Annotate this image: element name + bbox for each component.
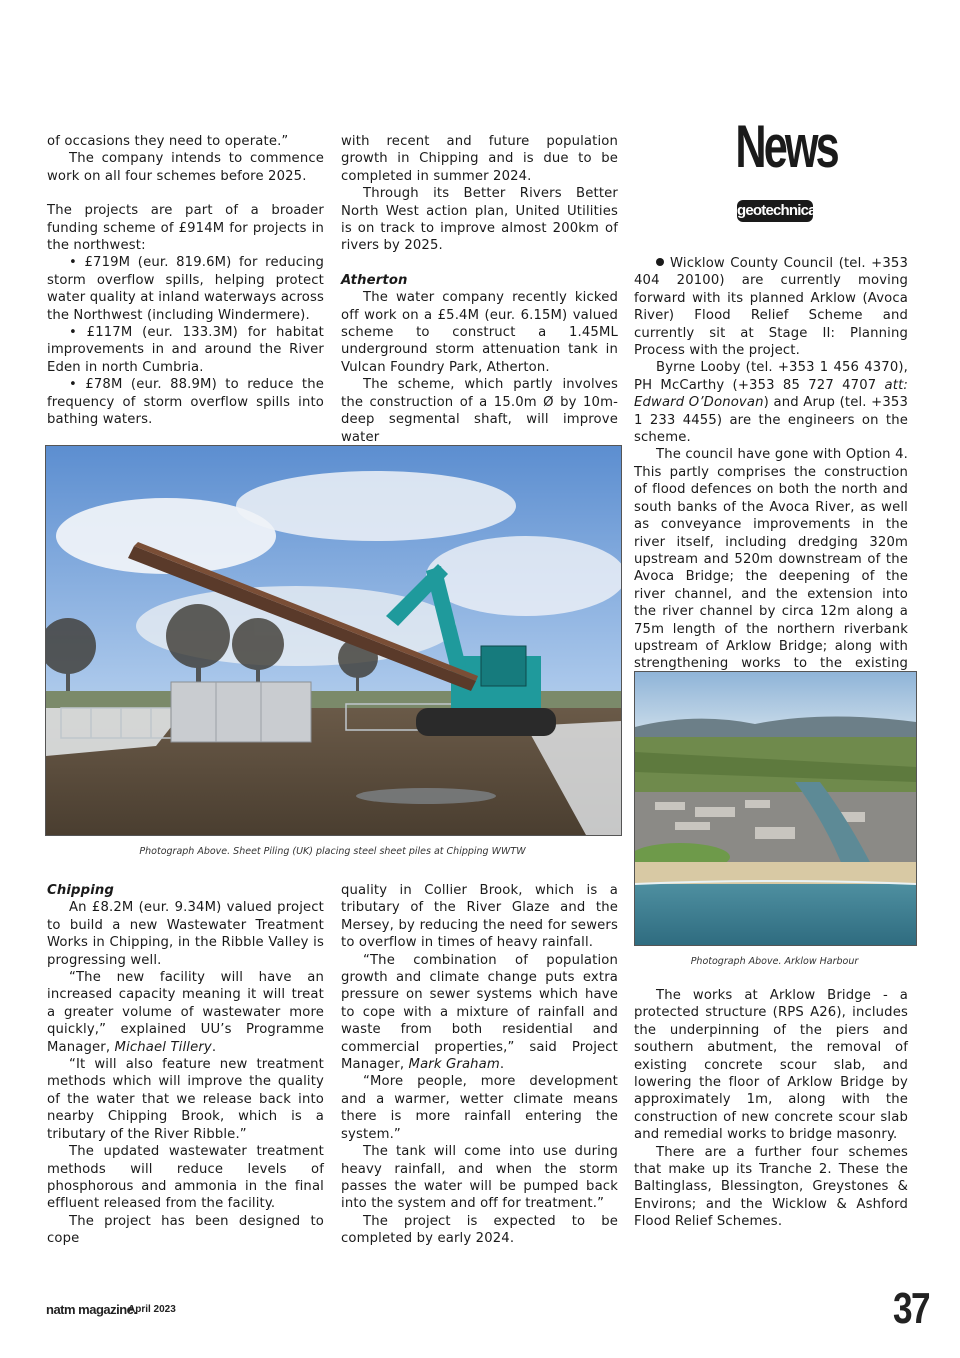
column-3-bottom [634,987,908,1231]
paragraph: The water company recently kicked off work on a £5.4M (eur. 6.15M) valued scheme to construct a 1.45ML underground storm attenuation tank in Vulcan Foundry Park, Atherton. [341,290,618,375]
excavator-photo [45,445,622,836]
subheading-atherton: Atherton [341,272,408,288]
paragraph: “The new facility will have an increased capacity meaning it will treat a greater volume of wastewater more quickly,” explained UU’s Programme Manager, Michael Tillery. [47,970,324,1055]
subheading-chipping: Chipping [47,883,115,898]
column-2-top [341,133,618,446]
section-title: News [735,113,837,180]
column-1-bottom [47,882,324,1248]
paragraph: The updated wastewater treatment methods will reduce levels of phosphorous and ammonia in the final effluent released from the facility. [47,1144,324,1212]
bullet-icon [656,258,664,266]
paragraph: Byrne Looby (tel. +353 1 456 4370), PH McCarthy (+353 85 727 4707 att: Edward O’Donovan) and Arup (tel. +353 1 233 4455) are the engineers on the scheme. [634,360,908,446]
paragraph: with recent and future population growth in Chipping and is due to be completed in summer 2024. [341,134,618,184]
paragraph: There are a further four schemes that make up its Tranche 2. These the Baltinglass, Blessington, Greystones & Environs; and the Wicklow & Ashford Flood Relief Schemes. [634,1144,908,1230]
page-number: 37 [893,1284,929,1333]
paragraph: The tank will come into use during heavy rainfall, and when the storm passes the water will be pumped back into the system and off for treatment.” [341,1144,618,1212]
list-item: • £117M (eur. 133.3M) for habitat improvements in and around the River Eden in north Cumbria. [47,325,324,375]
column-1-top [47,133,324,429]
paragraph: The scheme, which partly involves the construction of a 15.0m Ø by 10m-deep segmental shaft, will improve water [341,377,618,445]
column-2-bottom [341,882,618,1248]
paragraph: Wicklow County Council (tel. +353 404 20100) are currently moving forward with its planned Arklow (Avoca River) Flood Relief Scheme and currently sit at Stage II: Planning Process with the project. [634,256,908,359]
paragraph: Through its Better Rivers Better North West action plan, United Utilities is on track to improve almost 200km of rivers by 2025. [341,186,618,254]
photo-caption: Photograph Above. Sheet Piling (UK) placing steel sheet piles at Chipping WWTW [139,846,526,857]
harbour-photo [634,671,917,946]
list-item: • £719M (eur. 819.6M) for reducing storm overflow spills, helping protect water quality at inland waterways across the Northwest (including Windermere). [47,255,324,323]
paragraph: “It will also feature new treatment methods which will improve the quality of the water that we release back into nearby Chipping Brook, which is a tributary of the River Ribble.” [47,1057,324,1142]
paragraph: The council have gone with Option 4. This partly comprises the construction of flood defences on both the north and south banks of the Avoca River, as well as conveyance improvements in the river itself, including dredging 320m upstream and 520m downstream of the Avoca Bridge; the deepening of the river channel, and the extension into the river channel by circa 12m along a 75m length of the northern riverbank upstream of Arklow Bridge; along with strengthening works to the existing [634,447,908,672]
paragraph: “The combination of population growth and climate change puts extra pressure on sewer systems which have to cope with a mixture of rainfall and waste from both residential and commercial properties,” said Project Manager, Mark Graham. [341,952,618,1073]
paragraph: The company intends to commence work on all four schemes before 2025. [47,151,324,184]
category-tag: geotechnical [737,200,813,222]
paragraph: quality in Collier Brook, which is a tributary of the River Glaze and the Mersey, by reducing the need for sewers to overflow in times of heavy rainfall. [341,883,618,951]
list-item: • £78M (eur. 88.9M) to reduce the frequency of storm overflow spills into bathing waters. [47,377,324,428]
column-3-top [634,255,908,690]
magazine-name: natm magazine. [46,1302,137,1317]
paragraph: The project has been designed to cope [47,1213,324,1247]
issue-date: April 2023 [128,1304,176,1315]
paragraph: “More people, more development and a warmer, wetter climate means there is more rainfall entering the system.” [341,1074,618,1142]
paragraph: The projects are part of a broader funding scheme of £914M for projects in the northwest: [47,203,324,254]
paragraph: The project is expected to be completed by early 2024. [341,1213,618,1247]
photo-caption: Photograph Above. Arklow Harbour [690,956,859,967]
paragraph: of occasions they need to operate.” [47,134,289,149]
paragraph: The works at Arklow Bridge - a protected structure (RPS A26), includes the underpinning of the piers and southern abutment, the removal of existing concrete scour slab, and lowering the floor of Arklow Bridge by approximately 1m, along with the construction of new concrete scour slab and remedial works to bridge masonry. [634,988,908,1143]
paragraph: An £8.2M (eur. 9.34M) valued project to build a new Wastewater Treatment Works in Chipping, in the Ribble Valley is progressing well. [47,900,324,968]
